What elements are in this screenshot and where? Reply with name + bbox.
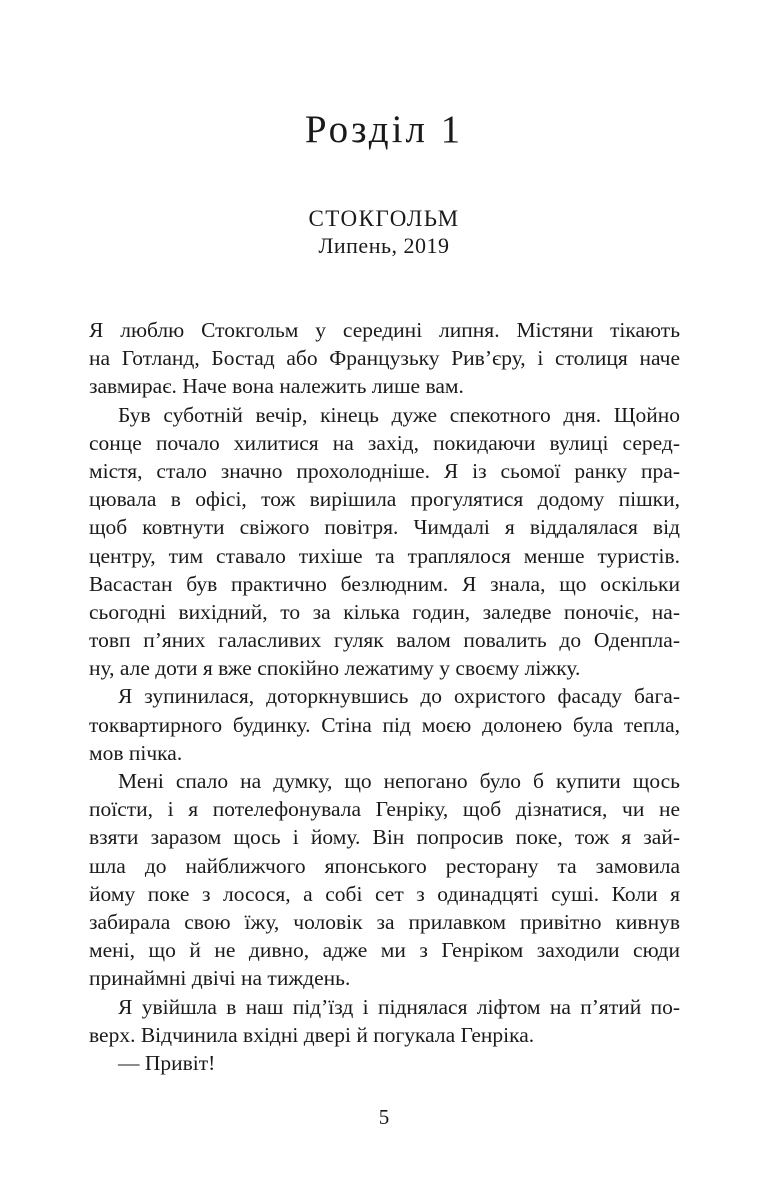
text-line: ну, але доти я вже спокійно лежатиму у своєму ліжку. xyxy=(89,656,581,681)
chapter-date: Липень, 2019 xyxy=(318,233,450,258)
chapter-place-heading: СТОКГОЛЬМ xyxy=(308,206,460,231)
text-line: сьогодні вихідний, то за кілька годин, заледве поночіє, на- xyxy=(89,599,680,624)
text-line: принаймні двічі на тиждень. xyxy=(89,966,351,991)
text-line: товп п’яних галасливих гуляк валом повалить до Оденпла- xyxy=(89,628,680,653)
paragraph xyxy=(89,1049,680,1077)
paragraph xyxy=(89,993,680,1049)
text-line: щоб ковтнути свіжого повітря. Чимдалі я віддалялася від xyxy=(89,515,680,540)
text-line: верх. Відчинила вхідні двері й погукала Генріка. xyxy=(89,1022,535,1047)
text-line: центру, тим ставало тихіше та траплялося менше туристів. xyxy=(89,543,680,568)
page-number: 5 xyxy=(378,1105,390,1129)
text-line: цювала в офісі, тож вирішила прогулятися додому пішки, xyxy=(89,487,680,512)
paragraph xyxy=(89,401,680,683)
text-line: на Готланд, Бостад або Французьку Рив’єру, і столиця наче xyxy=(89,346,680,371)
text-line: сонце почало хилитися на захід, покидаючи вулиці серед- xyxy=(89,430,680,455)
text-line: Мені спало на думку, що непогано було б купити щось xyxy=(118,769,680,793)
body-text xyxy=(89,316,680,1077)
paragraph xyxy=(89,682,680,767)
text-line: шла до найближчого японського ресторану та замовила xyxy=(89,853,680,878)
text-line: мені, що й не дивно, адже ми з Генріком заходили сюди xyxy=(89,938,680,963)
text-line: мов пічка. xyxy=(89,740,183,765)
text-line: завмирає. Наче вона належить лише вам. xyxy=(89,374,464,399)
paragraph xyxy=(89,316,680,401)
text-line: містя, стало значно прохолодніше. Я із сьомої ранку пра- xyxy=(89,458,680,483)
text-line: Васастан був практично безлюдним. Я знала, що оскільки xyxy=(89,571,680,596)
text-line: Я зупинилася, доторкнувшись до охристого фасаду бага- xyxy=(118,684,680,709)
text-line: Я увійшла в наш під’їзд і піднялася ліфтом на п’ятий по- xyxy=(118,994,680,1019)
text-line: йому поке з лосося, а собі сет з одинадцяті суші. Коли я xyxy=(89,881,680,906)
text-line: токвартирного будинку. Стіна під моєю долонею була тепла, xyxy=(89,712,680,737)
text-line: Я люблю Стокгольм у середині липня. Містяни тікають xyxy=(89,318,680,342)
text-line: — Привіт! xyxy=(118,1050,216,1075)
text-line: взяти заразом щось і йому. Він попросив поке, тож я зай- xyxy=(89,825,680,850)
paragraph xyxy=(89,767,680,993)
chapter-title: Розділ 1 xyxy=(304,108,464,151)
text-line: Був суботній вечір, кінець дуже спекотного дня. Щойно xyxy=(118,402,680,427)
text-line: поїсти, і я потелефонувала Генріку, щоб дізнатися, чи не xyxy=(89,797,680,822)
text-line: забирала свою їжу, чоловік за прилавком привітно кивнув xyxy=(89,909,680,934)
